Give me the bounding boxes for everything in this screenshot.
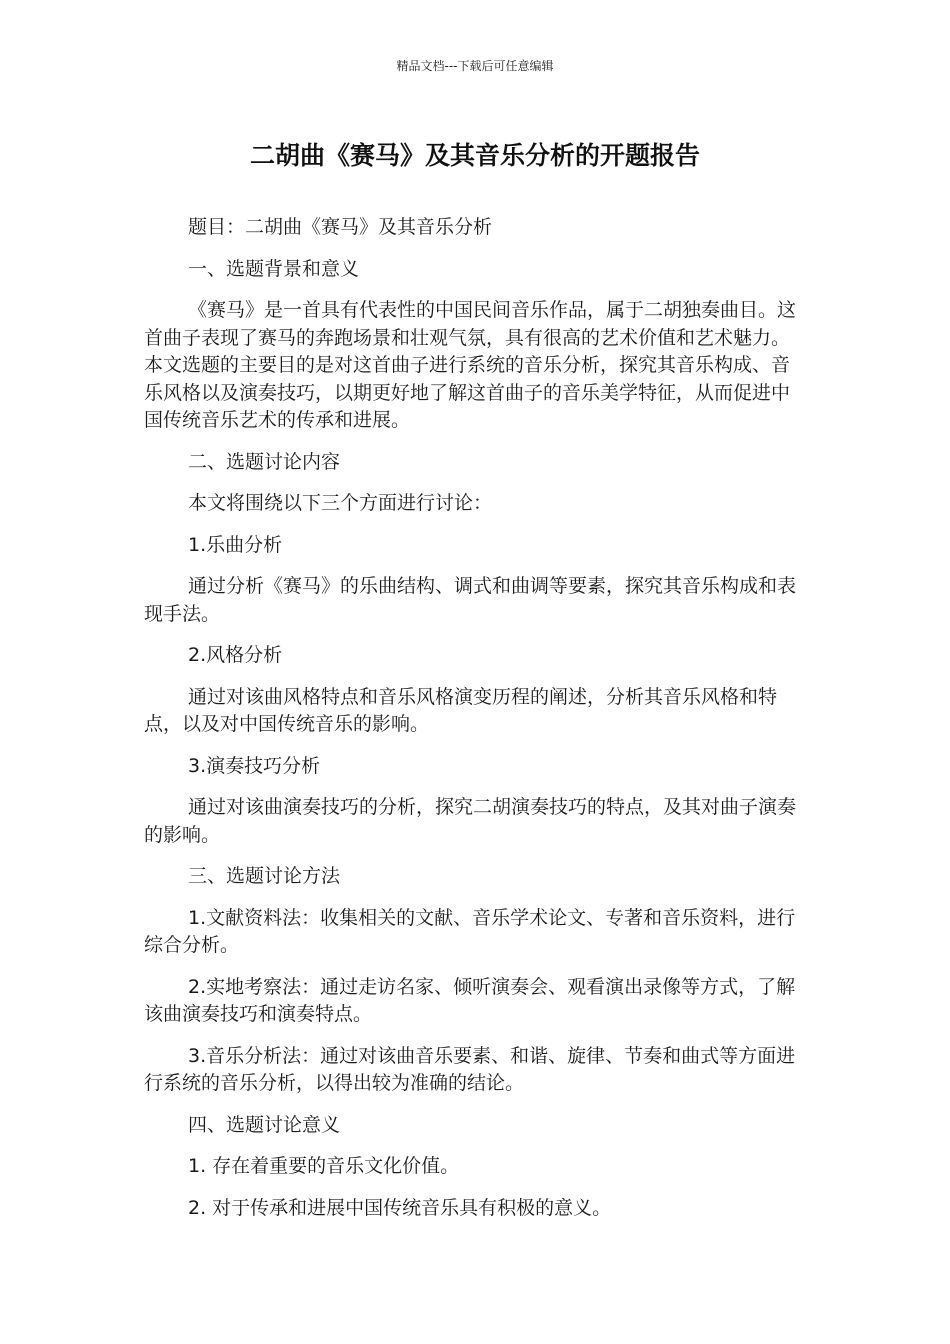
style-analysis-paragraph: 通过对该曲风格特点和音乐风格演变历程的阐述，分析其音乐风格和特点，以及对中国传统音乐的影响。 [144,685,778,735]
item-heading-style-analysis: 2.风格分析 [188,644,283,666]
subject-line: 题目：二胡曲《赛马》及其音乐分析 [188,216,493,238]
item-heading-music-analysis: 1.乐曲分析 [188,533,283,556]
content-intro: 本文将围绕以下三个方面进行讨论： [188,492,493,514]
method-literature: 1.文献资料法：收集相关的文献、音乐学术论文、专著和音乐资料，进行综合分析。 [144,906,796,956]
document-title: 二胡曲《赛马》及其音乐分析的开题报告 [249,141,700,170]
header-note: 精品文档---下载后可任意编辑 [396,59,554,73]
section-heading-significance: 四、选题讨论意义 [188,1113,341,1136]
document-body [144,214,804,1236]
section-heading-background: 一、选题背景和意义 [188,257,360,280]
section-heading-methods: 三、选题讨论方法 [188,865,341,887]
significance-item-1: 1. 存在着重要的音乐文化价值。 [188,1155,460,1177]
item-heading-technique-analysis: 3.演奏技巧分析 [188,754,321,777]
method-fieldwork: 2.实地考察法：通过走访名家、倾听演奏会、观看演出录像等方式，了解该曲演奏技巧和演奏特点。 [144,975,796,1025]
music-analysis-paragraph: 通过分析《赛马》的乐曲结构、调式和曲调等要素，探究其音乐构成和表现手法。 [144,575,797,625]
significance-item-2: 2. 对于传承和进展中国传统音乐具有积极的意义。 [188,1196,612,1219]
technique-analysis-paragraph: 通过对该曲演奏技巧的分析，探究二胡演奏技巧的特点，及其对曲子演奏的影响。 [144,796,797,846]
method-music-analysis: 3.音乐分析法：通过对该曲音乐要素、和谐、旋律、节奏和曲式等方面进行系统的音乐分析，以得出较为准确的结论。 [144,1044,796,1094]
background-paragraph: 《赛马》是一首具有代表性的中国民间音乐作品，属于二胡独奏曲目。这首曲子表现了赛马的奔跑场景和壮观气氛，具有很高的艺术价值和艺术魅力。本文选题的主要目的是对这首曲子进行系统的音乐分析，探究其音乐构成、音乐风格以及演奏技巧，以期更好地了解这首曲子的音乐美学特征，从而促进中国传统音乐艺术的传承和进展。 [144,299,797,431]
section-heading-content: 二、选题讨论内容 [188,450,341,473]
